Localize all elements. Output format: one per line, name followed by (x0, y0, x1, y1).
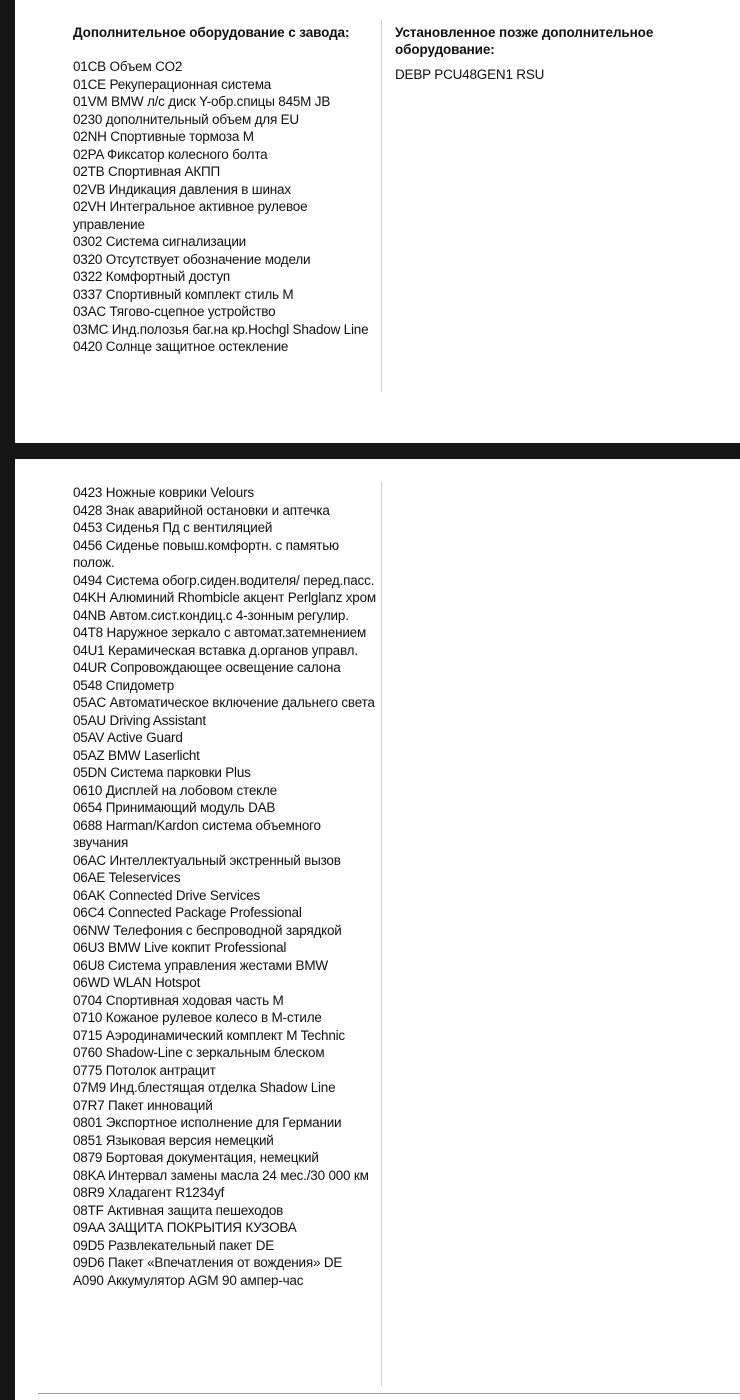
equipment-item: 0322 Комфортный доступ (73, 269, 231, 284)
equipment-item: 0851 Языковая версия немецкий (73, 1132, 274, 1148)
equipment-item: 06AK Connected Drive Services (73, 887, 261, 903)
equipment-item: 05AC Автоматическое включение дальнего света (73, 695, 375, 710)
equipment-item: 09D6 Пакет «Впечатления от вождения» DE (73, 1255, 343, 1270)
retrofit-equipment-heading: Установленное позже дополнительное оборудование: (395, 25, 654, 57)
equipment-item: 0801 Экспортное исполнение для Германии (73, 1115, 342, 1130)
factory-equipment-list-continued (73, 484, 378, 1289)
equipment-item: 05AZ BMW Laserlicht (73, 747, 200, 763)
column-divider (381, 481, 382, 1386)
equipment-item: 04KH Алюминий Rhombicle акцент Perlglanz хром (73, 590, 376, 605)
equipment-item: 05AV Active Guard (73, 730, 183, 745)
equipment-item: 0423 Ножные коврики Velours (73, 485, 254, 500)
equipment-item: 09D5 Развлекательный пакет DE (73, 1237, 275, 1253)
equipment-item: 0710 Кожаное рулевое колесо в M-стиле (73, 1010, 322, 1025)
equipment-item: 05AU Driving Assistant (73, 712, 206, 728)
equipment-item: 04T8 Наружное зеркало с автомат.затемнением (73, 625, 367, 640)
equipment-item: 04NB Автом.сист.кондиц.с 4-зонным регулир. (73, 607, 349, 623)
equipment-item: 0760 Shadow-Line с зеркальным блеском (73, 1045, 325, 1060)
bottom-rule (38, 1393, 740, 1394)
equipment-item: 06U3 BMW Live кокпит Professional (73, 940, 287, 955)
equipment-item: 04UR Сопровождающее освещение салона (73, 660, 341, 675)
retrofit-equipment-column (395, 24, 725, 84)
equipment-item: 01CE Рекуперационная система (73, 76, 272, 92)
equipment-item: 03MC Инд.полозья баг.на кр.Hochgl Shadow Line (73, 321, 369, 337)
equipment-item: 02TB Спортивная АКПП (73, 164, 220, 179)
equipment-item: 0230 дополнительный объем для EU (73, 111, 299, 127)
factory-equipment-column-continued (73, 484, 378, 1289)
column-divider (381, 20, 382, 392)
equipment-item: 0320 Отсутствует обозначение модели (73, 251, 311, 267)
equipment-item: A090 Аккумулятор AGM 90 ампер-час (73, 1272, 304, 1288)
factory-equipment-column (73, 24, 378, 356)
document-page-2 (15, 459, 740, 1400)
retrofit-equipment-list (395, 66, 725, 84)
equipment-item: 06AE Teleservices (73, 870, 181, 885)
equipment-item: 0494 Система обогр.сиден.водителя/ перед.пасс. (73, 572, 375, 588)
equipment-item: 02VH Интегральное активное рулевое управление (73, 199, 308, 232)
equipment-item: 0688 Harman/Kardon система объемного звучания (73, 817, 321, 850)
equipment-item: 0775 Потолок антрацит (73, 1062, 216, 1078)
equipment-item: 0610 Дисплей на лобовом стекле (73, 782, 277, 798)
equipment-item: 07R7 Пакет инноваций (73, 1097, 213, 1113)
equipment-item: 0548 Спидометр (73, 677, 175, 693)
equipment-item: 08TF Активная защита пешеходов (73, 1202, 284, 1218)
equipment-item: 03AC Тягово-сцепное устройство (73, 304, 276, 319)
equipment-item: 01VM BMW л/с диск Y-обр.спицы 845M JB (73, 94, 331, 109)
equipment-item: 0420 Солнце защитное остекление (73, 339, 289, 354)
equipment-item: 0453 Сиденья Пд с вентиляцией (73, 520, 273, 535)
equipment-item: 05DN Система парковки Plus (73, 765, 251, 780)
equipment-item: 0715 Аэродинамический комплект M Technic (73, 1027, 345, 1043)
equipment-item: 09AA ЗАЩИТА ПОКРЫТИЯ КУЗОВА (73, 1220, 297, 1235)
equipment-item: 02NH Спортивные тормоза M (73, 129, 254, 144)
equipment-item: 06WD WLAN Hotspot (73, 975, 201, 990)
equipment-item: 01CB Объем CO2 (73, 59, 183, 74)
equipment-item: 0654 Принимающий модуль DAB (73, 800, 276, 815)
equipment-item: 06NW Телефония с беспроводной зарядкой (73, 922, 342, 938)
equipment-item: 0879 Бортовая документация, немецкий (73, 1150, 319, 1165)
equipment-item: 0428 Знак аварийной остановки и аптечка (73, 502, 330, 518)
equipment-item: 0456 Сиденье повыш.комфортн. с памятью полож. (73, 537, 339, 570)
equipment-item: 06U8 Система управления жестами BMW (73, 957, 328, 973)
factory-equipment-heading: Дополнительное оборудование с завода: (73, 25, 350, 40)
equipment-item: 0302 Система сигнализации (73, 234, 247, 249)
equipment-item: 0337 Спортивный комплект стиль M (73, 286, 294, 302)
equipment-item: 04U1 Керамическая вставка д.органов управл. (73, 642, 358, 658)
equipment-item: 0704 Спортивная ходовая часть M (73, 992, 284, 1008)
equipment-item: 06C4 Connected Package Professional (73, 905, 302, 920)
equipment-item: 02VB Индикация давления в шинах (73, 181, 291, 197)
equipment-item: 07M9 Инд.блестящая отделка Shadow Line (73, 1080, 336, 1095)
equipment-item: 02PA Фиксатор колесного болта (73, 146, 268, 162)
equipment-item: 08R9 Хладагент R1234yf (73, 1185, 225, 1200)
equipment-item: 08KA Интервал замены масла 24 мес./30 000 км (73, 1167, 369, 1183)
factory-equipment-list (73, 58, 378, 356)
document-page-1 (15, 0, 740, 443)
equipment-item: 06AC Интеллектуальный экстренный вызов (73, 852, 341, 868)
equipment-item: DEBP PCU48GEN1 RSU (395, 67, 545, 82)
